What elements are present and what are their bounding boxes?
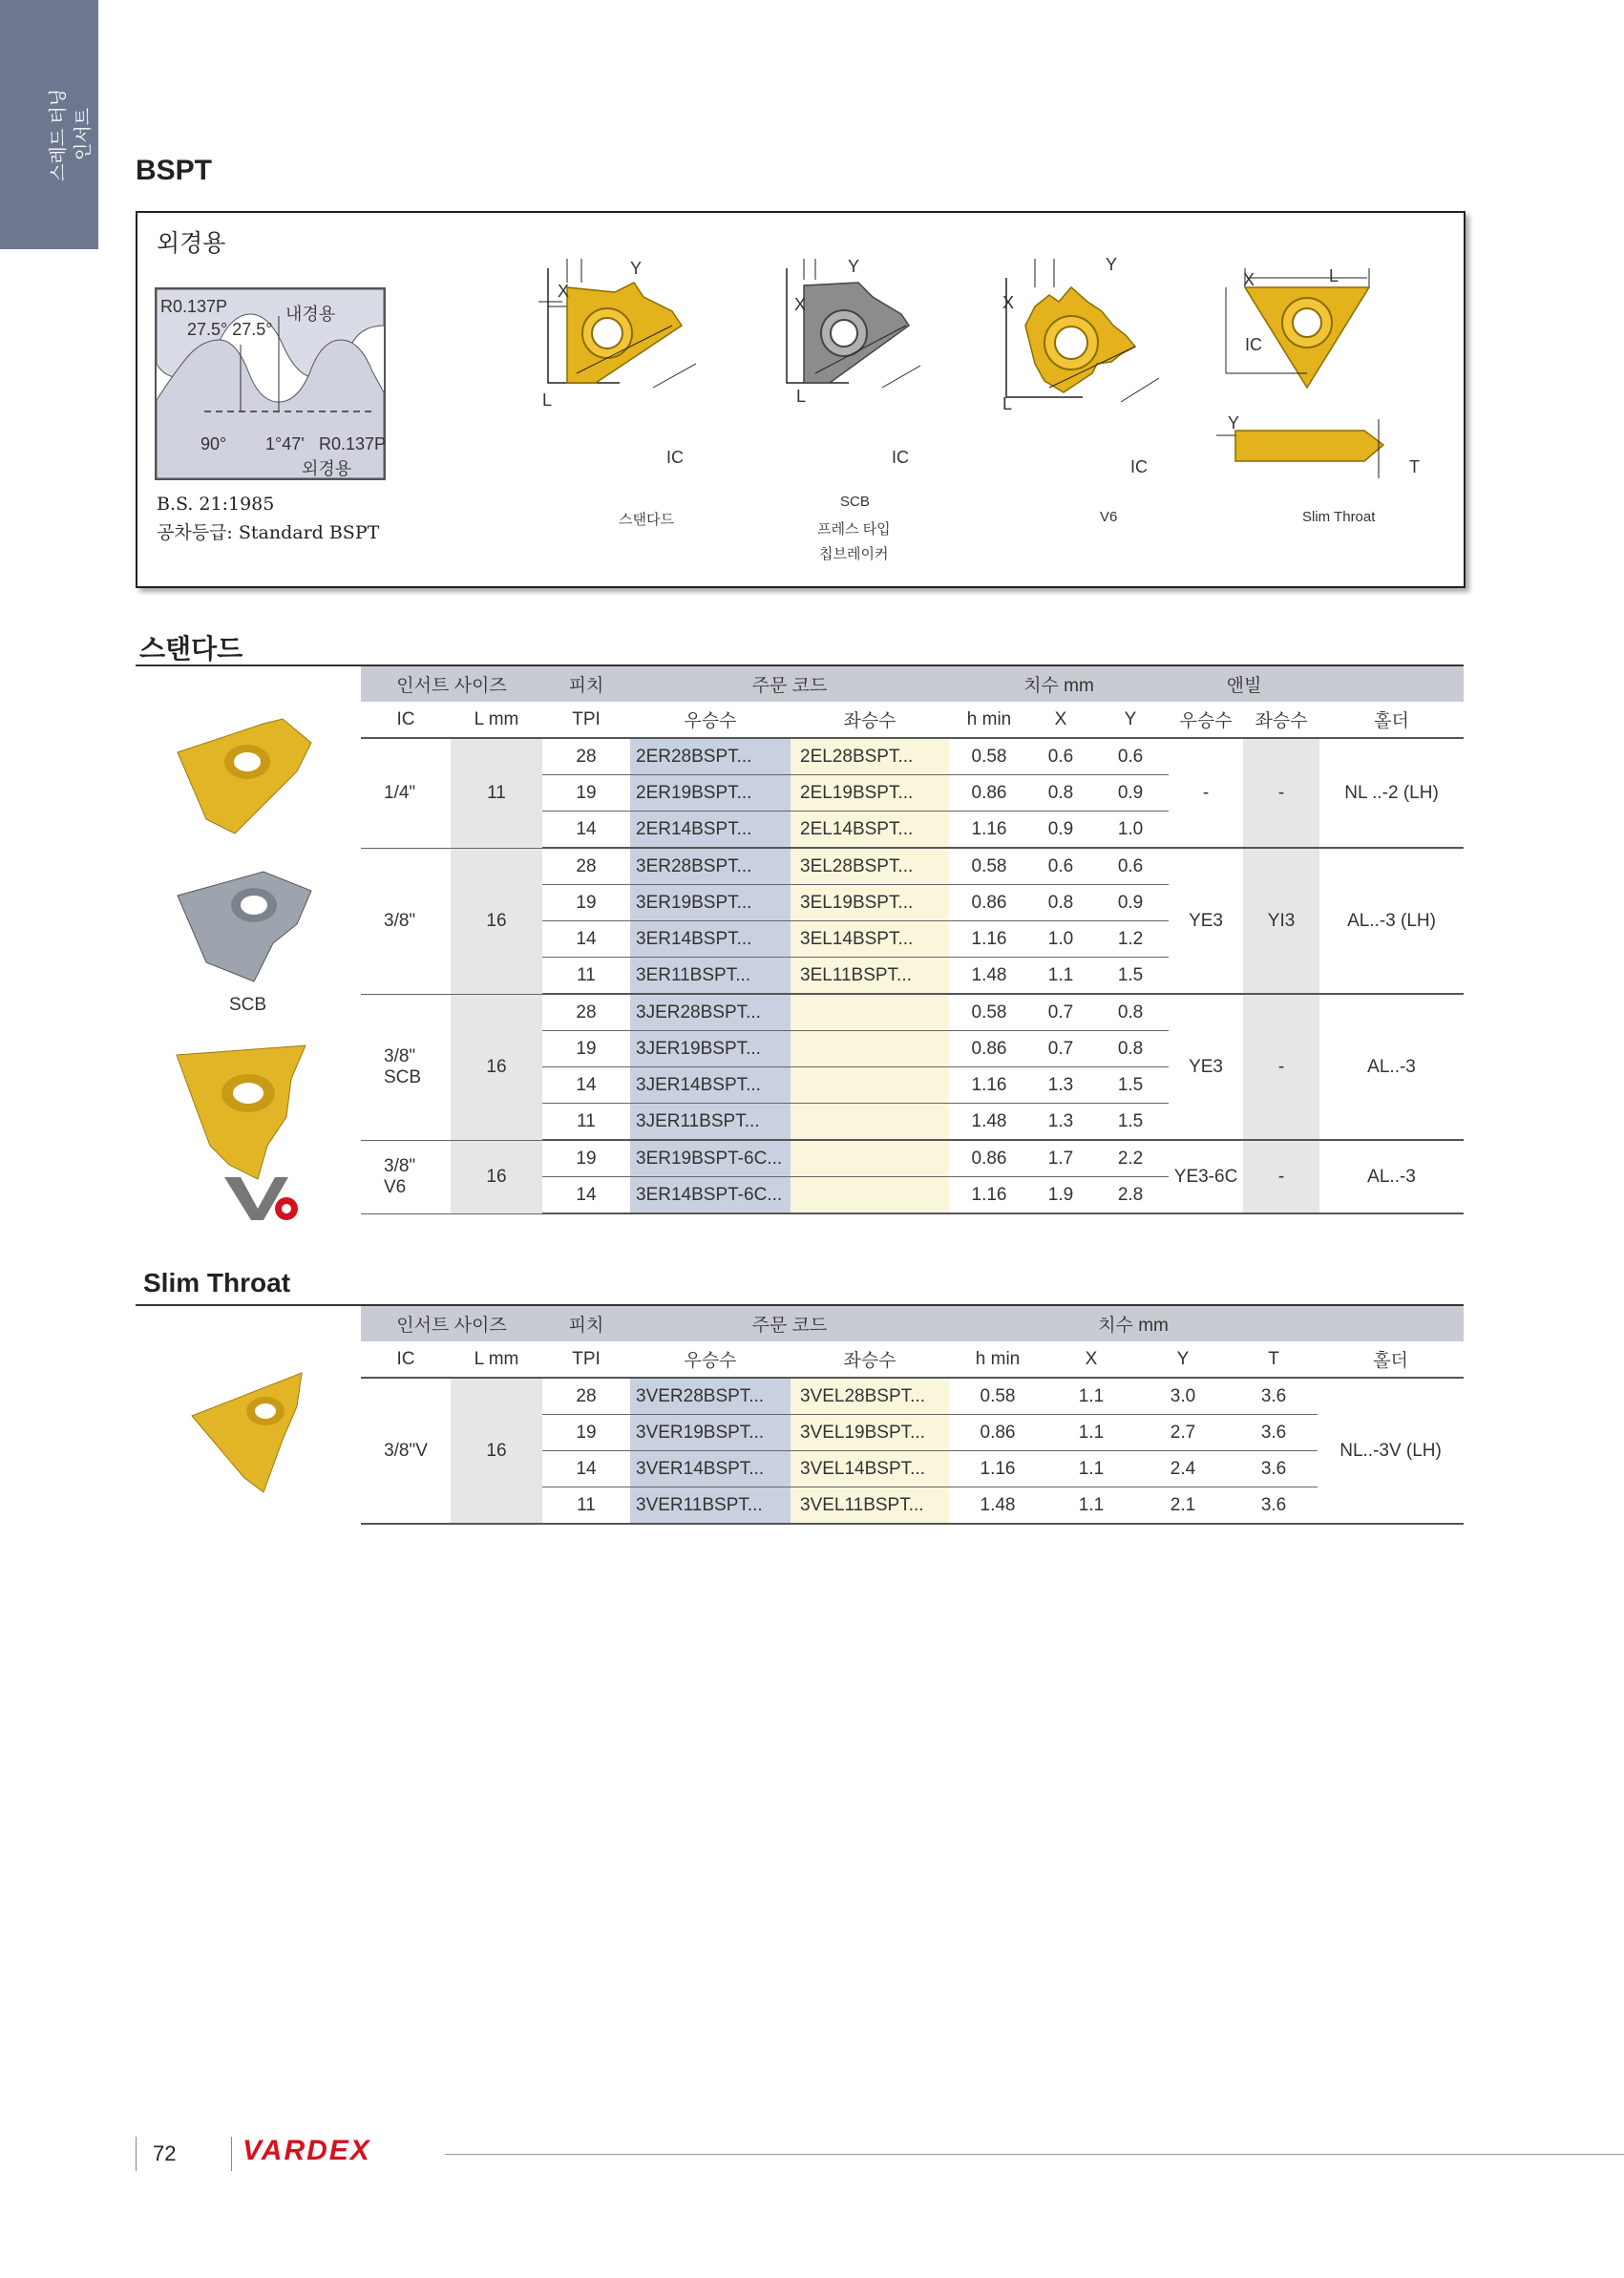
ic-cell: 3/8"V: [361, 1378, 451, 1524]
ic-cell: [361, 848, 451, 994]
x-cell: 0.6: [1029, 738, 1092, 775]
right-code-cell: 3ER11BSPT...: [630, 958, 791, 995]
std-h-tpi: TPI: [542, 702, 630, 738]
y-cell: 1.0: [1092, 812, 1169, 849]
tpi-cell: 28: [542, 1378, 630, 1415]
left-code-cell: [791, 994, 949, 1031]
side-tab-line1: 스레드 터닝: [49, 88, 69, 181]
profile-internal: 내경용: [285, 305, 336, 324]
x-cell: 1.1: [1029, 958, 1092, 995]
slim-h-order-code: 주문 코드: [630, 1306, 949, 1341]
h-cell: 0.58: [949, 994, 1029, 1031]
left-code-cell: 3VEL11BSPT...: [791, 1487, 949, 1525]
y-cell: 2.2: [1092, 1140, 1169, 1177]
h-cell: 0.86: [949, 1415, 1046, 1451]
y-cell: 0.9: [1092, 885, 1169, 921]
y-cell: 1.5: [1092, 1067, 1169, 1104]
tpi-cell: 14: [542, 921, 630, 958]
v6-logo: [220, 1172, 325, 1224]
table-row: [361, 994, 1464, 1031]
right-code-cell: 3VER19BSPT...: [630, 1415, 791, 1451]
v6-ic: IC: [1130, 457, 1148, 476]
h-cell: 0.58: [949, 738, 1029, 775]
std-h-insert-size: 인서트 사이즈: [361, 666, 542, 702]
y-cell: 0.6: [1092, 848, 1169, 885]
tpi-cell: 19: [542, 1415, 630, 1451]
slim-ic: IC: [1245, 335, 1262, 354]
anvil-left-cell: -: [1243, 738, 1319, 848]
std-h-anvil-r: 우승수: [1169, 702, 1243, 738]
x-cell: 0.6: [1029, 848, 1092, 885]
left-code-cell: 2EL19BSPT...: [791, 775, 949, 812]
right-code-cell: 3VER11BSPT...: [630, 1487, 791, 1525]
slim-h-holder: 홀더: [1318, 1341, 1464, 1378]
v6-insert-image: [172, 1041, 315, 1184]
scb-ic: IC: [892, 448, 909, 467]
y-cell: 2.1: [1136, 1487, 1230, 1525]
h-cell: 1.16: [949, 812, 1029, 849]
y-cell: 1.2: [1092, 921, 1169, 958]
left-code-cell: 3VEL28BSPT...: [791, 1378, 949, 1415]
x-cell: 0.7: [1029, 1031, 1092, 1067]
std-h-dims: 치수 mm: [949, 666, 1169, 702]
left-code-cell: 3EL11BSPT...: [791, 958, 949, 995]
x-cell: 1.7: [1029, 1140, 1092, 1177]
slim-h-y: Y: [1136, 1341, 1230, 1378]
l-cell: 16: [451, 1378, 542, 1524]
slim-y: Y: [1228, 413, 1240, 432]
std-h-l: L mm: [451, 702, 542, 738]
tpi-cell: 19: [542, 885, 630, 921]
tpi-cell: 11: [542, 1104, 630, 1141]
right-code-cell: 2ER28BSPT...: [630, 738, 791, 775]
y-cell: 0.8: [1092, 1031, 1169, 1067]
std-ic: IC: [666, 448, 684, 467]
right-code-cell: 3ER28BSPT...: [630, 848, 791, 885]
standard-insert-image: [168, 714, 321, 838]
y-cell: 1.5: [1092, 1104, 1169, 1141]
left-code-cell: [791, 1067, 949, 1104]
anvil-right-cell: YE3: [1169, 848, 1243, 994]
tpi-cell: 28: [542, 738, 630, 775]
footer-divider-left: [136, 2137, 137, 2171]
right-code-cell: 3JER11BSPT...: [630, 1104, 791, 1141]
profile-taper: 1°47': [265, 434, 305, 453]
h-cell: 1.16: [949, 1451, 1046, 1487]
std-h-y: Y: [1092, 702, 1169, 738]
slim-section-title: Slim Throat: [143, 1268, 291, 1297]
holder-cell: AL..-3 (LH): [1319, 848, 1464, 994]
tolerance-label: 공차등급: Standard BSPT: [157, 522, 380, 543]
ic-value: 3/8": [384, 1045, 416, 1066]
tpi-cell: 19: [542, 1031, 630, 1067]
x-cell: 0.8: [1029, 775, 1092, 812]
slim-h-x: X: [1046, 1341, 1136, 1378]
h-cell: 1.48: [949, 1487, 1046, 1525]
right-code-cell: 2ER14BSPT...: [630, 812, 791, 849]
y-cell: 3.0: [1136, 1378, 1230, 1415]
right-code-cell: 3ER19BSPT...: [630, 885, 791, 921]
std-h-order-code: 주문 코드: [630, 666, 949, 702]
h-cell: 1.16: [949, 1067, 1029, 1104]
side-tab-text: [0, 0, 98, 249]
tpi-cell: 14: [542, 812, 630, 849]
ic-cell: [361, 994, 451, 1140]
h-cell: 1.48: [949, 958, 1029, 995]
x-cell: 1.3: [1029, 1067, 1092, 1104]
right-code-cell: 3ER14BSPT-6C...: [630, 1177, 791, 1214]
std-h-right: 우승수: [630, 702, 791, 738]
l-cell: 16: [451, 994, 542, 1140]
ic-cell: [361, 738, 451, 848]
scb-caption-bot: 칩브레이커: [819, 546, 889, 562]
std-x: X: [558, 282, 570, 301]
standard-label: B.S. 21:1985: [157, 494, 275, 515]
diagram-box: [136, 211, 1466, 588]
scb-caption-top: SCB: [840, 494, 870, 510]
slim-throat-insert-drawing: [1216, 259, 1436, 497]
holder-cell: NL..-3V (LH): [1318, 1378, 1464, 1524]
slim-t: T: [1409, 457, 1420, 476]
tpi-cell: 19: [542, 775, 630, 812]
profile-r-top: R0.137P: [160, 297, 228, 316]
anvil-right-cell: YE3: [1169, 994, 1243, 1140]
y-cell: 2.8: [1092, 1177, 1169, 1214]
std-h-x: X: [1029, 702, 1092, 738]
profile-external: 외경용: [302, 459, 352, 478]
left-code-cell: 3EL28BSPT...: [791, 848, 949, 885]
tpi-cell: 19: [542, 1140, 630, 1177]
right-code-cell: 3VER14BSPT...: [630, 1451, 791, 1487]
right-code-cell: 2ER19BSPT...: [630, 775, 791, 812]
scb-x: X: [794, 295, 807, 314]
x-cell: 0.8: [1029, 885, 1092, 921]
std-h-anvil: 앤빌: [1169, 666, 1319, 702]
holder-cell: AL..-3: [1319, 1140, 1464, 1213]
standard-table: [361, 666, 1464, 1214]
v6-insert-drawing: [997, 259, 1188, 421]
slim-caption: Slim Throat: [1302, 509, 1376, 525]
left-code-cell: 3EL14BSPT...: [791, 921, 949, 958]
right-code-cell: 3JER28BSPT...: [630, 994, 791, 1031]
left-code-cell: [791, 1104, 949, 1141]
left-code-cell: 2EL28BSPT...: [791, 738, 949, 775]
t-cell: 3.6: [1230, 1487, 1318, 1525]
h-cell: 0.86: [949, 775, 1029, 812]
x-cell: 0.9: [1029, 812, 1092, 849]
x-cell: 1.9: [1029, 1177, 1092, 1214]
anvil-right-cell: YE3-6C: [1169, 1140, 1243, 1213]
tpi-cell: 14: [542, 1451, 630, 1487]
h-cell: 1.48: [949, 1104, 1029, 1141]
scb-image-label: SCB: [229, 995, 267, 1015]
h-cell: 0.86: [949, 885, 1029, 921]
ic-type: V6: [384, 1176, 407, 1197]
slim-x: X: [1243, 270, 1255, 289]
tpi-cell: 11: [542, 1487, 630, 1525]
footer-rule: [445, 2154, 1624, 2155]
x-cell: 0.7: [1029, 994, 1092, 1031]
tpi-cell: 28: [542, 848, 630, 885]
std-h-ic: IC: [361, 702, 451, 738]
table-row: [361, 738, 1464, 775]
left-code-cell: [791, 1031, 949, 1067]
tpi-cell: 14: [542, 1177, 630, 1214]
left-code-cell: [791, 1177, 949, 1214]
holder-cell: AL..-3: [1319, 994, 1464, 1140]
slim-h-t: T: [1230, 1341, 1318, 1378]
tpi-cell: 11: [542, 958, 630, 995]
table-row: [361, 1378, 1464, 1415]
anvil-left-cell: -: [1243, 994, 1319, 1140]
left-code-cell: [791, 1140, 949, 1177]
std-caption: 스탠다드: [619, 512, 674, 528]
right-code-cell: 3JER14BSPT...: [630, 1067, 791, 1104]
profile-r-bottom: R0.137P: [319, 434, 387, 453]
profile-angle-90: 90°: [200, 434, 227, 453]
tpi-cell: 28: [542, 994, 630, 1031]
y-cell: 0.6: [1092, 738, 1169, 775]
t-cell: 3.6: [1230, 1378, 1318, 1415]
right-code-cell: 3ER14BSPT...: [630, 921, 791, 958]
slim-table: [361, 1306, 1464, 1525]
x-cell: 1.1: [1046, 1415, 1136, 1451]
std-h-pitch: 피치: [542, 666, 630, 702]
std-h-holder: 홀더: [1319, 702, 1464, 738]
anvil-right-cell: -: [1169, 738, 1243, 848]
table-row: [361, 848, 1464, 885]
slim-h-left: 좌승수: [791, 1341, 949, 1378]
v6-x: X: [1002, 293, 1015, 312]
l-cell: 11: [451, 738, 542, 848]
std-l: L: [542, 390, 553, 410]
v6-l: L: [1002, 394, 1013, 413]
y-cell: 0.8: [1092, 994, 1169, 1031]
h-cell: 0.86: [949, 1031, 1029, 1067]
x-cell: 1.1: [1046, 1378, 1136, 1415]
slim-l: L: [1329, 266, 1339, 285]
slim-h-right: 우승수: [630, 1341, 791, 1378]
left-code-cell: 2EL14BSPT...: [791, 812, 949, 849]
slim-h-pitch: 피치: [542, 1306, 630, 1341]
slim-h-dims: 치수 mm: [949, 1306, 1318, 1341]
ic-cell: [361, 1140, 451, 1213]
scb-y: Y: [848, 257, 860, 276]
left-code-cell: 3VEL19BSPT...: [791, 1415, 949, 1451]
brand-logo: VARDEX: [243, 2135, 371, 2166]
t-cell: 3.6: [1230, 1415, 1318, 1451]
x-cell: 1.1: [1046, 1451, 1136, 1487]
table-row: [361, 1140, 1464, 1177]
x-cell: 1.3: [1029, 1104, 1092, 1141]
anvil-left-cell: -: [1243, 1140, 1319, 1213]
std-h-h: h min: [949, 702, 1029, 738]
v6-y: Y: [1106, 255, 1118, 274]
h-cell: 1.16: [949, 1177, 1029, 1214]
y-cell: 2.7: [1136, 1415, 1230, 1451]
slim-h-h: h min: [949, 1341, 1046, 1378]
scb-insert-image: [168, 867, 321, 991]
slim-throat-insert-image: [187, 1363, 311, 1497]
x-cell: 1.0: [1029, 921, 1092, 958]
slim-h-tpi: TPI: [542, 1341, 630, 1378]
tpi-cell: 14: [542, 1067, 630, 1104]
v6-caption: V6: [1100, 509, 1118, 525]
right-code-cell: 3ER19BSPT-6C...: [630, 1140, 791, 1177]
ic-value: 1/4": [384, 782, 416, 803]
slim-h-ic: IC: [361, 1341, 451, 1378]
standard-section-title: 스탠다드: [139, 634, 243, 664]
page-number: 72: [153, 2141, 177, 2165]
x-cell: 1.1: [1046, 1487, 1136, 1525]
std-h-anvil-l: 좌승수: [1243, 702, 1319, 738]
std-y: Y: [630, 259, 643, 278]
std-h-left: 좌승수: [791, 702, 949, 738]
scb-caption-mid: 프레스 타입: [817, 521, 891, 538]
y-cell: 0.9: [1092, 775, 1169, 812]
l-cell: 16: [451, 848, 542, 994]
y-cell: 1.5: [1092, 958, 1169, 995]
ic-value: 3/8": [384, 1155, 416, 1176]
scb-l: L: [796, 387, 807, 406]
ic-value: 3/8": [384, 910, 416, 931]
side-tab-line2: 인서트: [74, 107, 94, 160]
slim-h-blank: [1318, 1306, 1464, 1341]
slim-h-insert-size: 인서트 사이즈: [361, 1306, 542, 1341]
right-code-cell: 3JER19BSPT...: [630, 1031, 791, 1067]
anvil-left-cell: YI3: [1243, 848, 1319, 994]
std-h-blank: [1319, 666, 1464, 702]
left-code-cell: 3VEL14BSPT...: [791, 1451, 949, 1487]
footer-divider-right: [231, 2137, 232, 2171]
holder-cell: NL ..-2 (LH): [1319, 738, 1464, 848]
slim-h-l: L mm: [451, 1341, 542, 1378]
y-cell: 2.4: [1136, 1451, 1230, 1487]
page-title: BSPT: [136, 155, 213, 186]
l-cell: 16: [451, 1140, 542, 1213]
ic-type: SCB: [384, 1066, 422, 1087]
right-code-cell: 3VER28BSPT...: [630, 1378, 791, 1415]
t-cell: 3.6: [1230, 1451, 1318, 1487]
h-cell: 0.86: [949, 1140, 1029, 1177]
diagram-heading: 외경용: [157, 230, 226, 257]
h-cell: 1.16: [949, 921, 1029, 958]
h-cell: 0.58: [949, 848, 1029, 885]
left-code-cell: 3EL19BSPT...: [791, 885, 949, 921]
h-cell: 0.58: [949, 1378, 1046, 1415]
profile-angles: 27.5° 27.5°: [187, 320, 273, 339]
